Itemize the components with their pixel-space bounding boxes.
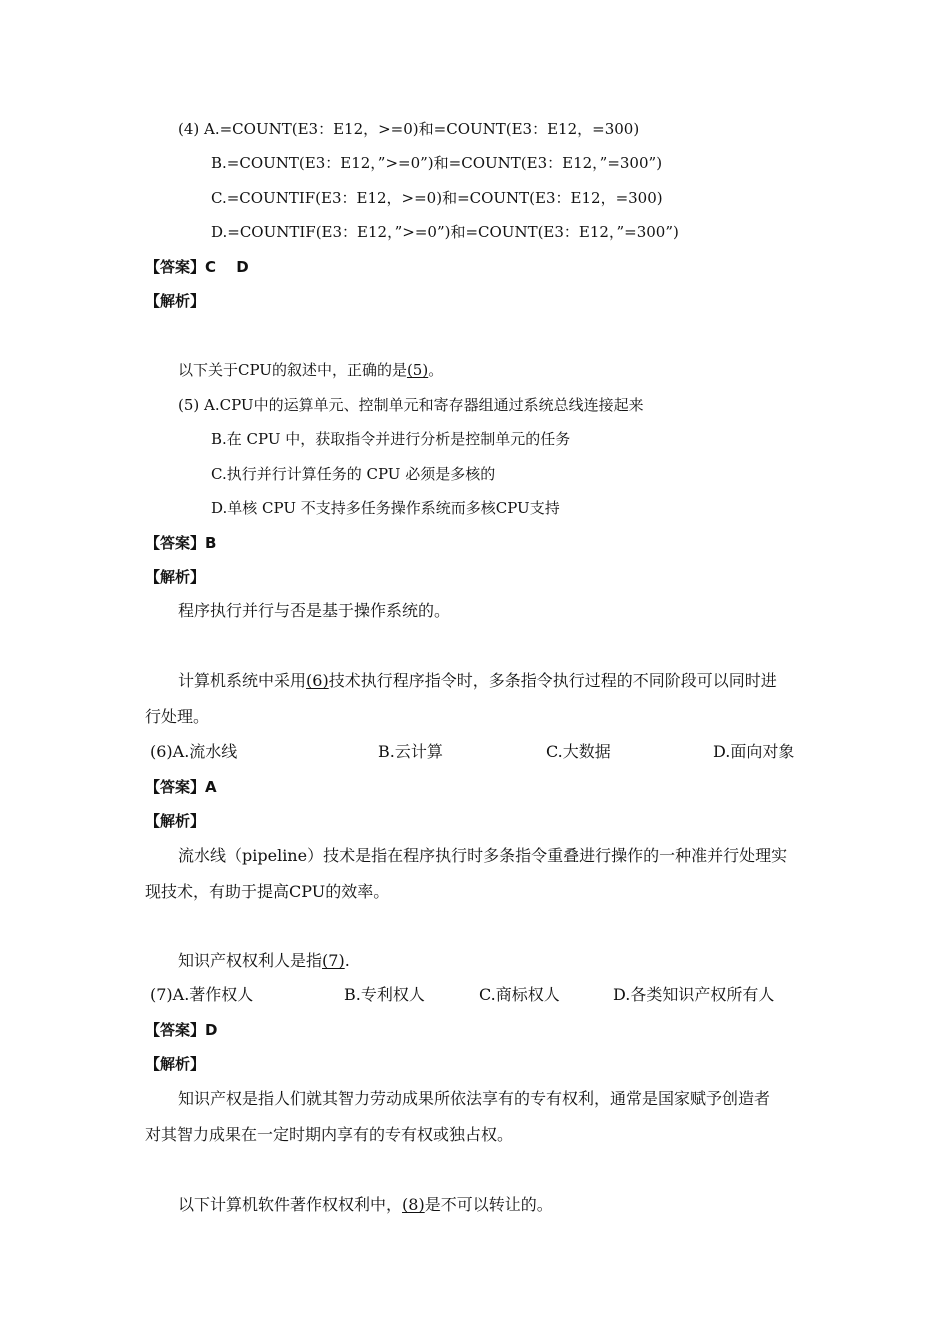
q7-stem-post: . xyxy=(344,951,350,970)
q4-option-b: B.=COUNT(E3：E12，”>=0”)和=COUNT(E3：E12，”=300”) xyxy=(211,154,663,172)
q5-stem xyxy=(178,360,443,380)
q7-option-d: D.各类知识产权所有人 xyxy=(613,985,775,1004)
q6-option-d: D.面向对象 xyxy=(713,742,795,761)
q8-blank: (8) xyxy=(402,1195,425,1214)
q6-analysis-line2: 现技术，有助于提高CPU的效率。 xyxy=(145,882,390,901)
q4-option-d: D.=COUNTIF(E3：E12，”>=0”)和=COUNT(E3：E12，”=300”) xyxy=(211,223,679,241)
answer-label: 【答案】 xyxy=(145,534,206,552)
q6-stem-line2: 行处理。 xyxy=(145,707,210,726)
q7-analysis-line1: 知识产权是指人们就其智力劳动成果所依法享有的专有权利，通常是国家赋予创造者 xyxy=(178,1089,771,1108)
answer-value: C D xyxy=(205,258,249,276)
answer-label: 【答案】 xyxy=(145,258,206,276)
q5-analysis: 程序执行并行与否是基于操作系统的。 xyxy=(178,601,451,620)
answer-label: 【答案】 xyxy=(145,778,206,796)
q7-option-b: B.专利权人 xyxy=(344,985,425,1004)
answer-label: 【答案】 xyxy=(145,1021,206,1039)
q4-answer xyxy=(145,257,249,277)
answer-value: B xyxy=(205,534,217,552)
q7-option-c: C.商标权人 xyxy=(479,985,560,1004)
q6-analysis-line1: 流水线（pipeline）技术是指在程序执行时多条指令重叠进行操作的一种准并行处理实 xyxy=(178,846,788,865)
q8-stem-pre: 以下计算机软件著作权权利中， xyxy=(178,1195,403,1214)
analysis-label: 【解析】 xyxy=(145,568,206,586)
q7-answer xyxy=(145,1020,217,1040)
answer-value: D xyxy=(205,1021,218,1039)
q6-option-b: B.云计算 xyxy=(378,742,443,761)
q8-stem xyxy=(178,1195,553,1215)
q5-option-c: C.执行并行计算任务的 CPU 必须是多核的 xyxy=(211,465,496,483)
q5-option-b: B.在 CPU 中，获取指令并进行分析是控制单元的任务 xyxy=(211,430,571,448)
q4-analysis-label xyxy=(145,291,205,311)
q6-option-c: C.大数据 xyxy=(546,742,611,761)
q5-stem-pre: 以下关于CPU的叙述中，正确的是 xyxy=(178,361,407,379)
q6-analysis-label xyxy=(145,811,205,831)
q8-stem-post: 是不可以转让的。 xyxy=(424,1195,553,1214)
q7-stem-pre: 知识产权权利人是指 xyxy=(178,951,323,970)
analysis-label: 【解析】 xyxy=(145,812,206,830)
analysis-label: 【解析】 xyxy=(145,292,206,310)
q5-option-d: D.单核 CPU 不支持多任务操作系统而多核CPU支持 xyxy=(211,499,560,517)
q6-stem-pre: 计算机系统中采用 xyxy=(178,671,307,690)
q4-option-c: C.=COUNTIF(E3：E12，>=0)和=COUNT(E3：E12，=300) xyxy=(211,189,663,207)
analysis-label: 【解析】 xyxy=(145,1055,206,1073)
q6-blank: (6) xyxy=(306,671,329,690)
q7-stem xyxy=(178,951,350,971)
q7-analysis-line2: 对其智力成果在一定时期内享有的专有权或独占权。 xyxy=(145,1125,514,1144)
q5-analysis-label xyxy=(145,567,205,587)
q4-option-a: (4) A.=COUNT(E3：E12，>=0)和=COUNT(E3：E12，=300) xyxy=(178,120,640,138)
q7-analysis-label xyxy=(145,1054,205,1074)
q5-option-a: (5) A.CPU中的运算单元、控制单元和寄存器组通过系统总线连接起来 xyxy=(178,396,644,414)
q6-option-a: (6)A.流水线 xyxy=(150,742,238,761)
q6-answer xyxy=(145,777,217,797)
q7-option-a: (7)A.著作权人 xyxy=(150,985,254,1004)
answer-value: A xyxy=(205,778,217,796)
q6-stem xyxy=(178,671,777,691)
q7-blank: (7) xyxy=(322,951,345,970)
q5-stem-post: 。 xyxy=(428,361,444,379)
q5-blank: (5) xyxy=(406,361,429,379)
q5-answer xyxy=(145,533,216,553)
q6-stem-post: 技术执行程序指令时，多条指令执行过程的不同阶段可以同时进 xyxy=(328,671,777,690)
